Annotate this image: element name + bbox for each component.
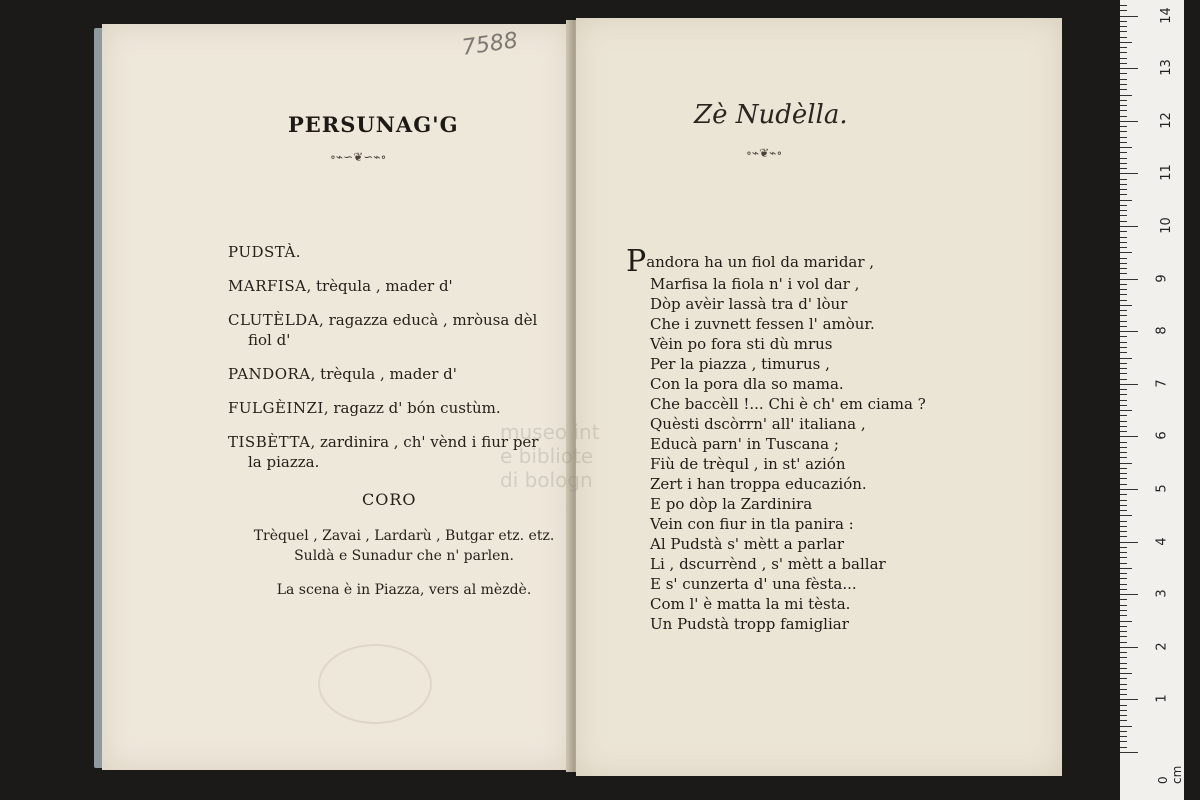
- ruler-tick: [1120, 37, 1127, 38]
- ruler-tick: [1120, 263, 1127, 264]
- ruler-tick: [1120, 720, 1127, 721]
- scene-setting: La scena è in Piazza, vers al mèzdè.: [276, 582, 532, 598]
- ruler-tick: [1120, 536, 1127, 537]
- ruler-tick: [1120, 584, 1127, 585]
- cast-title: PERSUNAG'G: [288, 112, 459, 137]
- ruler-tick: [1120, 436, 1138, 437]
- ruler-tick: [1120, 694, 1127, 695]
- cast-desc: , ragazza educà , mròusa dèl: [319, 311, 538, 329]
- ruler-tick: [1120, 589, 1127, 590]
- poem-line: Li , dscurrènd , s' mètt a ballar: [650, 555, 886, 573]
- cast-desc: , zardinira , ch' vènd i fiur per: [310, 433, 539, 451]
- ruler-tick: [1120, 405, 1127, 406]
- cast-desc-cont: fiol d': [248, 331, 291, 349]
- pencil-inventory-note: 7588: [460, 28, 520, 61]
- watermark-line: e bibliote: [500, 444, 594, 468]
- museum-watermark: [500, 420, 600, 492]
- ruler-tick: [1120, 342, 1127, 343]
- poem-line-text: andora ha un fiol da maridar ,: [646, 253, 875, 271]
- ruler-tick: [1120, 21, 1127, 22]
- ruler-tick: [1120, 452, 1127, 453]
- ruler-tick: [1120, 521, 1127, 522]
- cast-desc-cont: la piazza.: [248, 453, 320, 471]
- ruler-tick: [1120, 142, 1127, 143]
- ruler-tick: [1120, 631, 1127, 632]
- faded-library-stamp: [318, 644, 432, 724]
- ruler-tick: [1120, 599, 1127, 600]
- ruler-number: 2: [1154, 642, 1170, 651]
- left-ornament: ∘⌁∽❦∽⌁∘: [330, 150, 387, 164]
- poem-line: Fiù de trèqul , in st' azión: [650, 455, 846, 473]
- ruler-tick: [1120, 352, 1127, 353]
- ruler-tick: [1120, 5, 1127, 6]
- ruler-tick: [1120, 221, 1127, 222]
- poem-line: Con la pora dla so mama.: [650, 375, 844, 393]
- ruler-tick: [1120, 226, 1138, 227]
- ruler-tick: [1120, 400, 1127, 401]
- ruler-tick: [1120, 468, 1127, 469]
- ruler-number: 14: [1158, 6, 1174, 24]
- ruler-number: 1: [1154, 694, 1170, 704]
- ruler-tick: [1120, 610, 1127, 611]
- ruler-tick: [1120, 647, 1138, 648]
- ruler-tick: [1120, 547, 1127, 548]
- ruler-tick: [1120, 705, 1127, 706]
- ruler-tick: [1120, 552, 1127, 553]
- ruler-tick: [1120, 715, 1127, 716]
- ruler-tick: [1120, 205, 1127, 206]
- ruler-tick: [1120, 752, 1138, 753]
- cast-name: FULGÈINZI: [228, 399, 324, 417]
- ruler-tick: [1120, 284, 1127, 285]
- ruler-tick: [1120, 384, 1138, 385]
- ruler-tick: [1120, 726, 1132, 727]
- ruler-tick: [1120, 394, 1127, 395]
- ruler-number: 4: [1154, 536, 1170, 546]
- ruler-tick: [1120, 163, 1127, 164]
- ruler-tick: [1120, 663, 1127, 664]
- ruler-tick: [1120, 668, 1127, 669]
- poem-line: Vèin po fora sti dù mrus: [650, 335, 833, 353]
- ruler-tick: [1120, 563, 1127, 564]
- ruler-number: 10: [1158, 217, 1174, 234]
- ruler-tick: [1120, 258, 1127, 259]
- ruler-number: 11: [1158, 164, 1174, 182]
- ruler-tick: [1120, 105, 1127, 106]
- ruler-tick: [1120, 300, 1127, 301]
- ruler-tick: [1120, 63, 1127, 64]
- poem-line: [626, 244, 986, 279]
- ruler-tick: [1120, 137, 1127, 138]
- ruler-tick: [1120, 152, 1127, 153]
- watermark-line: di bologn: [500, 468, 593, 492]
- ruler-tick: [1120, 673, 1132, 674]
- ruler-tick: [1120, 389, 1127, 390]
- ruler-tick: [1120, 542, 1138, 543]
- ruler-number: 5: [1154, 484, 1170, 493]
- ruler-tick: [1120, 305, 1132, 306]
- ruler-tick: [1120, 500, 1127, 501]
- ruler-tick: [1120, 615, 1127, 616]
- ruler-tick: [1120, 273, 1127, 274]
- ruler-tick: [1120, 158, 1127, 159]
- ruler-tick: [1120, 652, 1127, 653]
- ruler-tick: [1120, 421, 1127, 422]
- ruler-tick: [1120, 237, 1127, 238]
- poem-line: Zert i han troppa educazión.: [650, 475, 867, 493]
- ruler-tick: [1120, 242, 1127, 243]
- ruler-tick: [1120, 252, 1132, 253]
- ruler-tick: [1120, 121, 1138, 122]
- ruler-tick: [1120, 84, 1127, 85]
- poem-line: Dòp avèir lassà tra d' lòur: [650, 295, 848, 313]
- ruler-tick: [1120, 321, 1127, 322]
- ruler-tick: [1120, 126, 1127, 127]
- ruler-tick: [1120, 184, 1127, 185]
- poem-line: Marfisa la fiola n' i vol dar ,: [650, 275, 860, 293]
- ruler-tick: [1120, 47, 1127, 48]
- ruler-tick: [1120, 442, 1127, 443]
- poem-line: Un Pudstà tropp famigliar: [650, 615, 849, 633]
- poem-title: Zè Nudèlla.: [694, 100, 848, 130]
- ruler-tick: [1120, 678, 1127, 679]
- ruler-tick: [1120, 210, 1127, 211]
- ruler-tick: [1120, 463, 1132, 464]
- ruler-tick: [1120, 379, 1127, 380]
- ruler-tick: [1120, 531, 1127, 532]
- ruler-tick: [1120, 42, 1132, 43]
- ruler-tick: [1120, 310, 1127, 311]
- ruler-tick: [1120, 200, 1132, 201]
- cast-name: TISBÈTTA: [228, 433, 311, 451]
- ruler-tick: [1120, 168, 1127, 169]
- ruler-number: 7: [1154, 379, 1170, 388]
- ruler-tick: [1120, 578, 1127, 579]
- ruler-tick: [1120, 79, 1127, 80]
- ruler-tick: [1120, 426, 1127, 427]
- ruler-tick: [1120, 473, 1127, 474]
- cast-name: CLUTÈLDA: [228, 311, 320, 329]
- ruler-tick: [1120, 747, 1127, 748]
- ruler-tick: [1120, 110, 1127, 111]
- ruler-tick: [1120, 336, 1127, 337]
- poem-line: Al Pudstà s' mètt a parlar: [650, 535, 845, 553]
- ruler-tick: [1120, 194, 1127, 195]
- ruler-tick: [1120, 100, 1127, 101]
- ruler-tick: [1120, 447, 1127, 448]
- ruler-tick: [1120, 484, 1127, 485]
- ruler-tick: [1120, 642, 1127, 643]
- ruler-tick: [1120, 231, 1127, 232]
- cast-entry: [228, 310, 558, 350]
- ruler-tick: [1120, 52, 1127, 53]
- ruler-tick: [1120, 95, 1132, 96]
- ruler-tick: [1120, 347, 1127, 348]
- poem-line: Quèsti dscòrrn' all' italiana ,: [650, 415, 866, 433]
- poem-line: Vein con fiur in tla panira :: [650, 515, 854, 533]
- ruler-tick: [1120, 363, 1127, 364]
- ruler-tick: [1120, 621, 1132, 622]
- ruler-tick: [1120, 373, 1127, 374]
- ruler-tick: [1120, 699, 1138, 700]
- ruler-tick: [1120, 31, 1127, 32]
- cast-entry: [228, 242, 558, 262]
- ruler-tick: [1120, 573, 1127, 574]
- measuring-ruler: [1120, 0, 1184, 800]
- ruler-tick: [1120, 368, 1127, 369]
- ruler-tick: [1120, 247, 1127, 248]
- ruler-tick: [1120, 68, 1138, 69]
- cast-name: MARFISA: [228, 277, 307, 295]
- ruler-tick: [1120, 736, 1127, 737]
- ruler-tick: [1120, 289, 1127, 290]
- cast-name: PANDORA: [228, 365, 311, 383]
- ruler-tick: [1120, 147, 1132, 148]
- cast-entry: [228, 276, 558, 296]
- ruler-tick: [1120, 568, 1132, 569]
- ruler-tick: [1120, 26, 1127, 27]
- poem-line: Che baccèll !... Chi è ch' em ciama ?: [650, 395, 926, 413]
- cast-name: PUDSTÀ.: [228, 243, 302, 261]
- ruler-tick: [1120, 73, 1127, 74]
- ruler-tick: [1120, 358, 1132, 359]
- poem-line: E s' cunzerta d' una fèsta...: [650, 575, 857, 593]
- ruler-tick: [1120, 510, 1127, 511]
- poem-line: Educà parn' in Tuscana ;: [650, 435, 839, 453]
- ruler-tick: [1120, 326, 1127, 327]
- ruler-number: 9: [1154, 273, 1170, 283]
- chorus-line: Suldà e Sunadur che n' parlen.: [294, 548, 514, 564]
- ruler-tick: [1120, 415, 1127, 416]
- ruler-tick: [1120, 626, 1127, 627]
- ruler-tick: [1120, 605, 1127, 606]
- poem-line: Per la piazza , timurus ,: [650, 355, 830, 373]
- ruler-tick: [1120, 173, 1138, 174]
- ruler-tick: [1120, 489, 1138, 490]
- poem-line: E po dòp la Zardinira: [650, 495, 813, 513]
- ruler-tick: [1120, 526, 1127, 527]
- ruler-number: 3: [1154, 589, 1170, 598]
- ruler-tick: [1120, 689, 1127, 690]
- ruler-tick: [1120, 189, 1127, 190]
- ruler-tick: [1120, 16, 1138, 17]
- coro-heading: CORO: [362, 490, 417, 509]
- poem-text: [626, 244, 986, 634]
- poem-line: Che i zuvnett fessen l' amòur.: [650, 315, 875, 333]
- cast-entry: [228, 364, 558, 384]
- ruler-tick: [1120, 131, 1127, 132]
- ruler-number: 12: [1158, 112, 1174, 129]
- ruler-tick: [1120, 505, 1127, 506]
- cast-desc: , ragazz d' bón custùm.: [323, 399, 501, 417]
- ruler-tick: [1120, 457, 1127, 458]
- ruler-tick: [1120, 58, 1127, 59]
- ruler-number: 13: [1158, 59, 1174, 76]
- ruler-tick: [1120, 494, 1127, 495]
- chorus-members: [244, 526, 564, 566]
- cast-desc: , trèqula , mader d': [306, 277, 453, 295]
- ruler-tick: [1120, 315, 1127, 316]
- ruler-tick: [1120, 710, 1127, 711]
- ruler-tick: [1120, 636, 1127, 637]
- ruler-tick: [1120, 215, 1127, 216]
- ruler-tick: [1120, 410, 1132, 411]
- ruler-number: 6: [1154, 431, 1170, 441]
- ruler-tick: [1120, 557, 1127, 558]
- watermark-line: museo int: [500, 420, 600, 444]
- poem-line: Com l' è matta la mi tèsta.: [650, 595, 851, 613]
- ruler-tick: [1120, 268, 1127, 269]
- ruler-tick: [1120, 684, 1127, 685]
- ruler-tick: [1120, 294, 1127, 295]
- ruler-tick: [1120, 431, 1127, 432]
- ruler-tick: [1120, 179, 1127, 180]
- drop-cap: P: [626, 244, 647, 279]
- ruler-tick: [1120, 331, 1138, 332]
- cast-desc: , trèqula , mader d': [310, 365, 457, 383]
- chorus-line: Trèquel , Zavai , Lardarù , Butgar etz. etz.: [253, 528, 555, 544]
- ruler-tick: [1120, 594, 1138, 595]
- ruler-unit-label: 0 cm: [1156, 765, 1184, 784]
- ruler-tick: [1120, 741, 1127, 742]
- ruler-tick: [1120, 478, 1127, 479]
- right-ornament: ∘⌁❦⌁∘: [746, 146, 783, 160]
- cast-entry: [228, 398, 558, 418]
- ruler-tick: [1120, 116, 1127, 117]
- ruler-tick: [1120, 515, 1132, 516]
- ruler-number: 8: [1154, 326, 1170, 335]
- ruler-tick: [1120, 657, 1127, 658]
- ruler-tick: [1120, 10, 1127, 11]
- ruler-tick: [1120, 731, 1127, 732]
- ruler-tick: [1120, 279, 1138, 280]
- ruler-tick: [1120, 89, 1127, 90]
